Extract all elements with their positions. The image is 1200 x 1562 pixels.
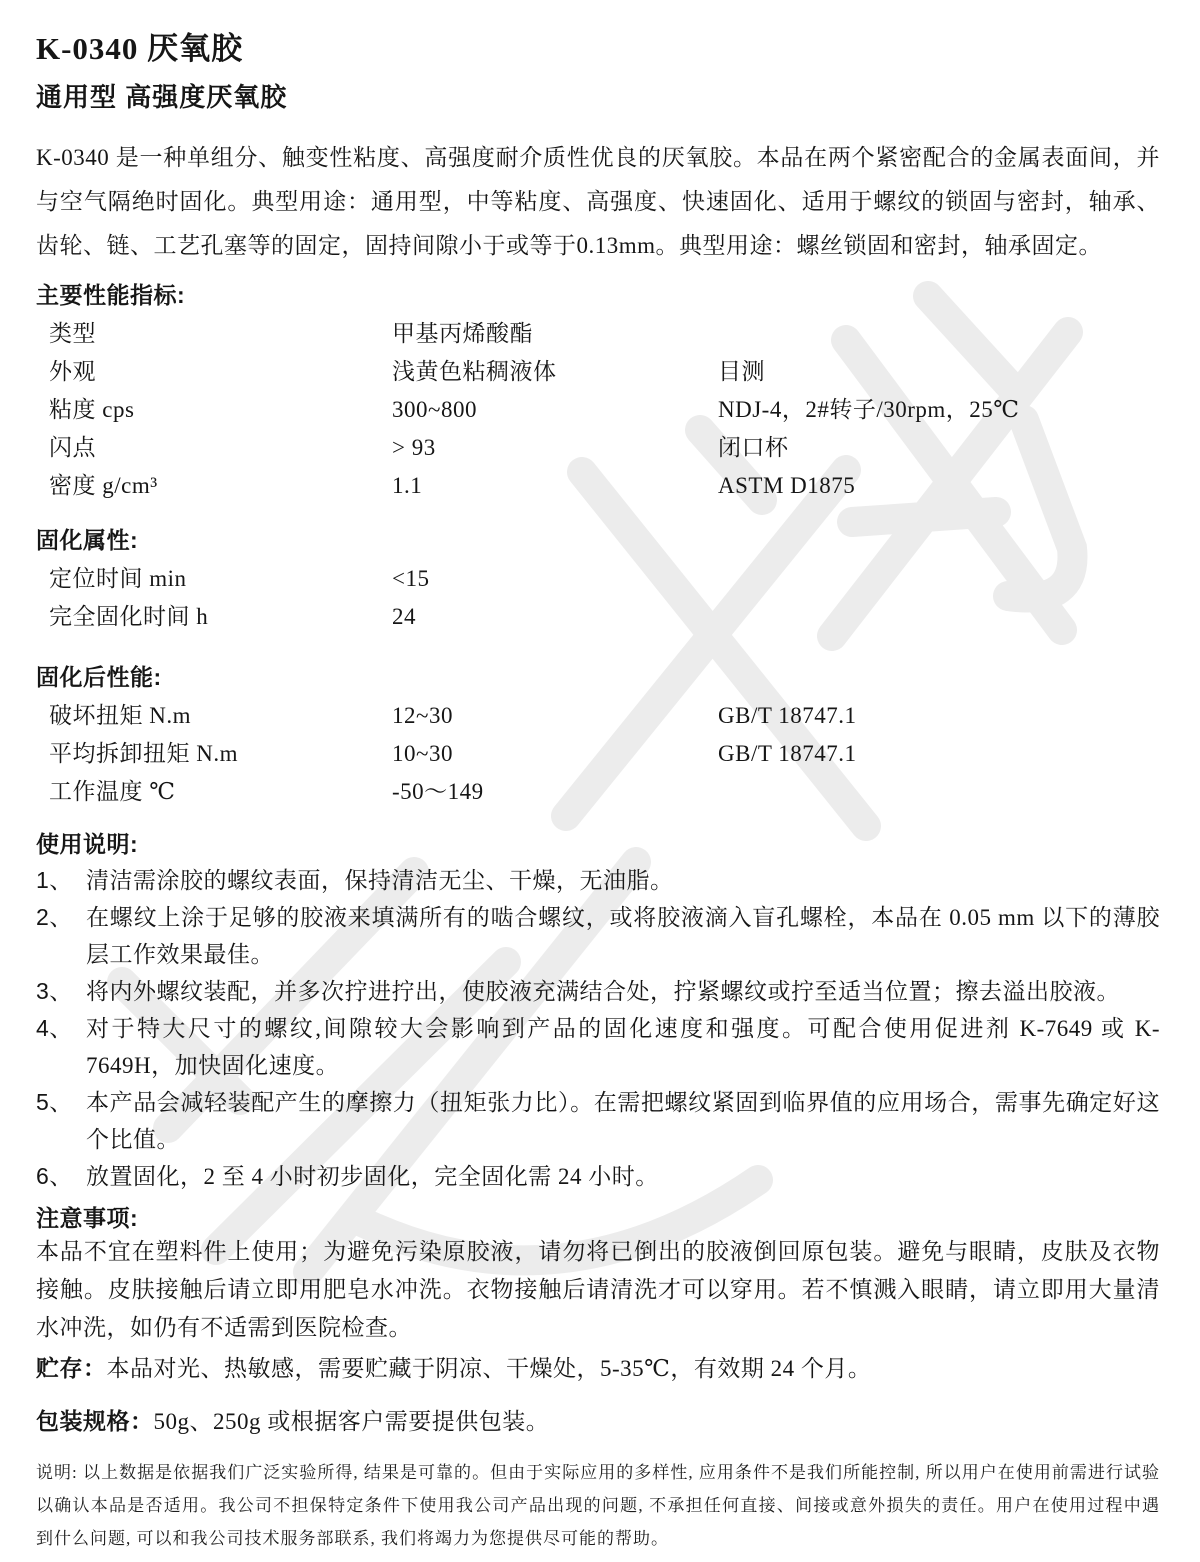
list-item bbox=[36, 1084, 1160, 1158]
list-item-number: 4、 bbox=[36, 1015, 73, 1041]
list-item-text: 在螺纹上涂于足够的胶液来填满所有的啮合螺纹，或将胶液滴入盲孔螺栓，本品在 0.05 mm 以下的薄胶层工作效果最佳。 bbox=[86, 905, 1160, 967]
table-row bbox=[36, 315, 1160, 353]
list-item-number: 2、 bbox=[36, 904, 73, 930]
property-name: 完全固化时间 h bbox=[49, 604, 209, 629]
list-item-number: 5、 bbox=[36, 1089, 73, 1115]
property-value: > 93 bbox=[392, 435, 436, 460]
disclaimer-paragraph bbox=[36, 1456, 1160, 1555]
main-properties-table bbox=[36, 315, 1160, 505]
list-item bbox=[36, 899, 1160, 973]
property-method: GB/T 18747.1 bbox=[718, 703, 857, 728]
list-item bbox=[36, 973, 1160, 1010]
property-value: 甲基丙烯酸酯 bbox=[392, 321, 533, 346]
list-item-text: 将内外螺纹装配，并多次拧进拧出，使胶液充满结合处，拧紧螺纹或拧至适当位置；擦去溢出胶液。 bbox=[86, 979, 1120, 1004]
property-method: 目测 bbox=[718, 359, 765, 384]
intro-paragraph: K-0340 是一种单组分、触变性粘度、高强度耐介质性优良的厌氧胶。本品在两个紧密配合的金属表面间，并与空气隔绝时固化。典型用途：通用型，中等粘度、高强度、快速固化、适用于螺纹的锁固与密封，轴承、齿轮、链、工艺孔塞等的固定，固持间隙小于或等于0.13mm。典型用途：螺丝锁固和密封，轴承固定。 bbox=[36, 145, 1160, 258]
table-row bbox=[36, 697, 1160, 735]
storage-text: 本品对光、热敏感，需要贮藏于阴凉、干燥处，5-35℃，有效期 24 个月。 bbox=[106, 1356, 872, 1381]
table-row bbox=[36, 735, 1160, 773]
list-item-text: 本产品会减轻装配产生的摩擦力（扭矩张力比）。在需把螺纹紧固到临界值的应用场合，需事先确定好这个比值。 bbox=[86, 1090, 1160, 1152]
property-name: 定位时间 min bbox=[49, 566, 187, 591]
list-item-number: 1、 bbox=[36, 867, 73, 893]
section-heading-curing: 固化属性: bbox=[36, 527, 139, 553]
storage-label: 贮存： bbox=[36, 1355, 107, 1381]
property-value: 24 bbox=[392, 604, 416, 629]
list-item-number: 3、 bbox=[36, 978, 73, 1004]
property-name: 破坏扭矩 N.m bbox=[49, 703, 191, 728]
property-value: <15 bbox=[392, 566, 430, 591]
property-method bbox=[718, 560, 1160, 598]
property-value: -50～149 bbox=[392, 779, 484, 804]
list-item-number: 6、 bbox=[36, 1163, 73, 1189]
packing-label: 包装规格： bbox=[36, 1408, 154, 1434]
property-method: GB/T 18747.1 bbox=[718, 741, 857, 766]
table-row bbox=[36, 773, 1160, 811]
property-name: 闪点 bbox=[49, 435, 96, 460]
packing-text: 50g、250g 或根据客户需要提供包装。 bbox=[153, 1409, 550, 1434]
table-row bbox=[36, 391, 1160, 429]
storage-line bbox=[36, 1353, 1160, 1384]
list-item-text: 放置固化，2 至 4 小时初步固化，完全固化需 24 小时。 bbox=[86, 1164, 659, 1189]
list-item-text: 对于特大尺寸的螺纹,间隙较大会影响到产品的固化速度和强度。可配合使用促进剂 K-7649 或 K-7649H，加快固化速度。 bbox=[86, 1016, 1160, 1078]
table-row bbox=[36, 560, 1160, 598]
notice-paragraph: 本品不宜在塑料件上使用；为避免污染原胶液，请勿将已倒出的胶液倒回原包装。避免与眼睛，皮肤及衣物接触。皮肤接触后请立即用肥皂水冲洗。衣物接触后请清洗才可以穿用。若不慎溅入眼睛，请立即用大量清水冲洗，如仍有不适需到医院检查。 bbox=[36, 1239, 1160, 1340]
property-method bbox=[718, 773, 1160, 811]
table-row bbox=[36, 429, 1160, 467]
property-name: 密度 g/cm³ bbox=[49, 473, 158, 498]
property-method bbox=[718, 315, 1160, 353]
curing-table bbox=[36, 560, 1160, 636]
section-heading-main-properties: 主要性能指标: bbox=[36, 282, 186, 308]
property-name: 外观 bbox=[49, 359, 96, 384]
table-row bbox=[36, 467, 1160, 505]
disclaimer-label: 说明: bbox=[36, 1463, 84, 1482]
usage-list bbox=[36, 862, 1160, 1195]
property-value: 1.1 bbox=[392, 473, 423, 498]
section-heading-notice: 注意事项: bbox=[36, 1205, 139, 1231]
property-name: 平均拆卸扭矩 N.m bbox=[49, 741, 238, 766]
property-method: NDJ-4，2#转子/30rpm，25℃ bbox=[718, 397, 1020, 422]
property-value: 300~800 bbox=[392, 397, 477, 422]
cured-performance-table bbox=[36, 697, 1160, 811]
table-row bbox=[36, 353, 1160, 391]
disclaimer-text: 以上数据是依据我们广泛实验所得, 结果是可靠的。但由于实际应用的多样性, 应用条件不是我们所能控制, 所以用户在使用前需进行试验以确认本品是否适用。我公司不担保特定条件下使用我公司产品出现的问题, 不承担任何直接、间接或意外损失的责任。用户在使用过程中遇到什么问题, 可以和我公司技术服务部联系, 我们将竭力为您提供尽可能的帮助。 bbox=[36, 1463, 1160, 1548]
property-name: 类型 bbox=[49, 321, 96, 346]
property-method: ASTM D1875 bbox=[718, 473, 856, 498]
list-item bbox=[36, 1010, 1160, 1084]
page-subtitle: 通用型 高强度厌氧胶 bbox=[36, 82, 288, 112]
list-item bbox=[36, 1158, 1160, 1195]
property-method: 闭口杯 bbox=[718, 435, 789, 460]
section-heading-usage: 使用说明: bbox=[36, 831, 139, 857]
property-name: 粘度 cps bbox=[49, 397, 135, 422]
property-value: 12~30 bbox=[392, 703, 453, 728]
section-heading-cured-performance: 固化后性能: bbox=[36, 664, 162, 690]
property-value: 浅黄色粘稠液体 bbox=[392, 359, 557, 384]
list-item bbox=[36, 862, 1160, 899]
table-row bbox=[36, 598, 1160, 636]
property-method bbox=[718, 598, 1160, 636]
packing-line bbox=[36, 1406, 1160, 1437]
list-item-text: 清洁需涂胶的螺纹表面，保持清洁无尘、干燥，无油脂。 bbox=[86, 868, 674, 893]
page-title: K-0340 厌氧胶 bbox=[36, 31, 244, 66]
property-value: 10~30 bbox=[392, 741, 453, 766]
property-name: 工作温度 ℃ bbox=[49, 779, 176, 804]
